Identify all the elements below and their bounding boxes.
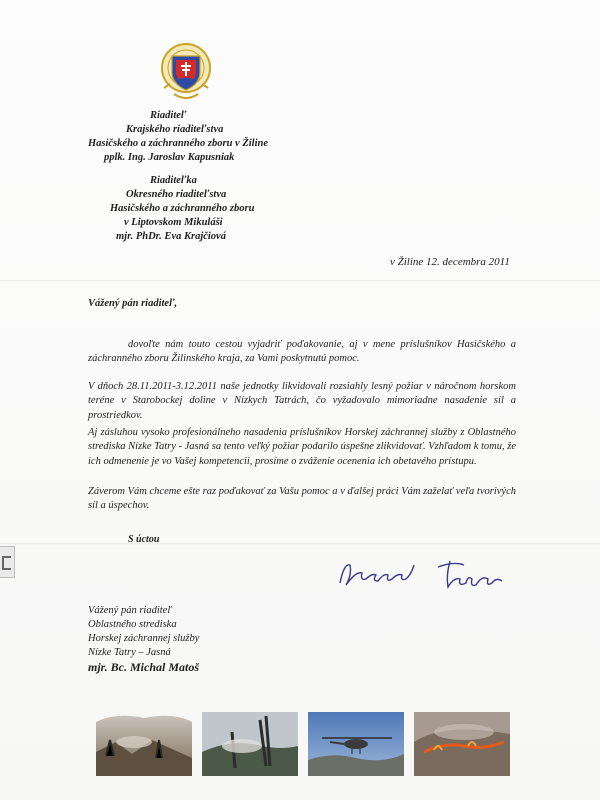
- scan-fold-line: [0, 280, 600, 282]
- sender1-title: Riaditeľ: [150, 110, 187, 121]
- sender1-organization: Hasičského a záchranného zboru v Žiline: [88, 138, 268, 149]
- binder-clip-icon: [0, 546, 15, 578]
- helicopter-photo-icon: [308, 712, 404, 776]
- recipient-salutation: Vážený pán riaditeľ: [88, 605, 172, 616]
- recipient-location: Nízke Tatry – Jasná: [88, 647, 171, 658]
- sender2-organization: Hasičského a záchranného zboru: [110, 203, 255, 214]
- salutation: Vážený pán riaditeľ,: [88, 298, 178, 309]
- forest-fire-photo-3-icon: [414, 712, 510, 776]
- letter-paragraph: V dňoch 28.11.2011-3.12.2011 naše jednotky likvidovali rozsiahly lesný požiar v náročnom horskom teréne v Starobockej doline v Nízkych Tatrách, čo vyžadovalo mimoriadne nasadenie síl a prostriedkov.: [88, 381, 516, 421]
- signature-2: [432, 553, 516, 596]
- sender2-office: Okresného riaditeľstva: [126, 189, 227, 200]
- closing: S úctou: [128, 534, 160, 545]
- letter-date: v Žiline 12. decembra 2011: [390, 256, 510, 268]
- forest-fire-photo-2-icon: [202, 712, 298, 776]
- recipient-name: mjr. Bc. Michal Matoš: [88, 660, 200, 674]
- sender1-name: pplk. Ing. Jaroslav Kapusniak: [104, 152, 235, 163]
- letter-paragraph: Aj zásluhou vysoko profesionálneho nasadenia príslušníkov Horskej záchrannej služby z Oblastného strediska Nízke Tatry - Jasná sa tento veľký požiar podarilo úspešne zlikvidovať. Vzhľadom k tomu, že ich odmenenie je vo Vašej kompetencii, prosíme o zváženie ocenenia ich obetavého prístupu.: [88, 427, 517, 467]
- recipient-service: Horskej záchrannej služby: [88, 633, 200, 644]
- letter-paragraph: Záverom Vám chceme ešte raz poďakovať za Vašu pomoc a v ďalšej práci Vám zaželať veľa tvorivých síl a úspechov.: [88, 486, 516, 512]
- sender2-title: Riaditeľka: [150, 175, 197, 186]
- signature-1: [336, 555, 416, 596]
- sender2-city: v Liptovskom Mikuláši: [124, 217, 223, 228]
- recipient-office: Oblastného strediska: [88, 619, 177, 630]
- sender2-name: mjr. PhDr. Eva Krajčiová: [116, 231, 226, 242]
- forest-fire-photo-1-icon: [96, 712, 192, 776]
- letter-paragraph: dovoľte nám touto cestou vyjadriť poďakovanie, aj v mene príslušníkov Hasičského a záchranného zboru Žilinského kraja, za Vami poskytnutú pomoc.: [88, 339, 516, 365]
- scan-fold-line: [0, 543, 600, 545]
- sender1-office: Krajského riaditeľstva: [126, 124, 224, 135]
- fire-rescue-emblem-icon: [158, 42, 214, 106]
